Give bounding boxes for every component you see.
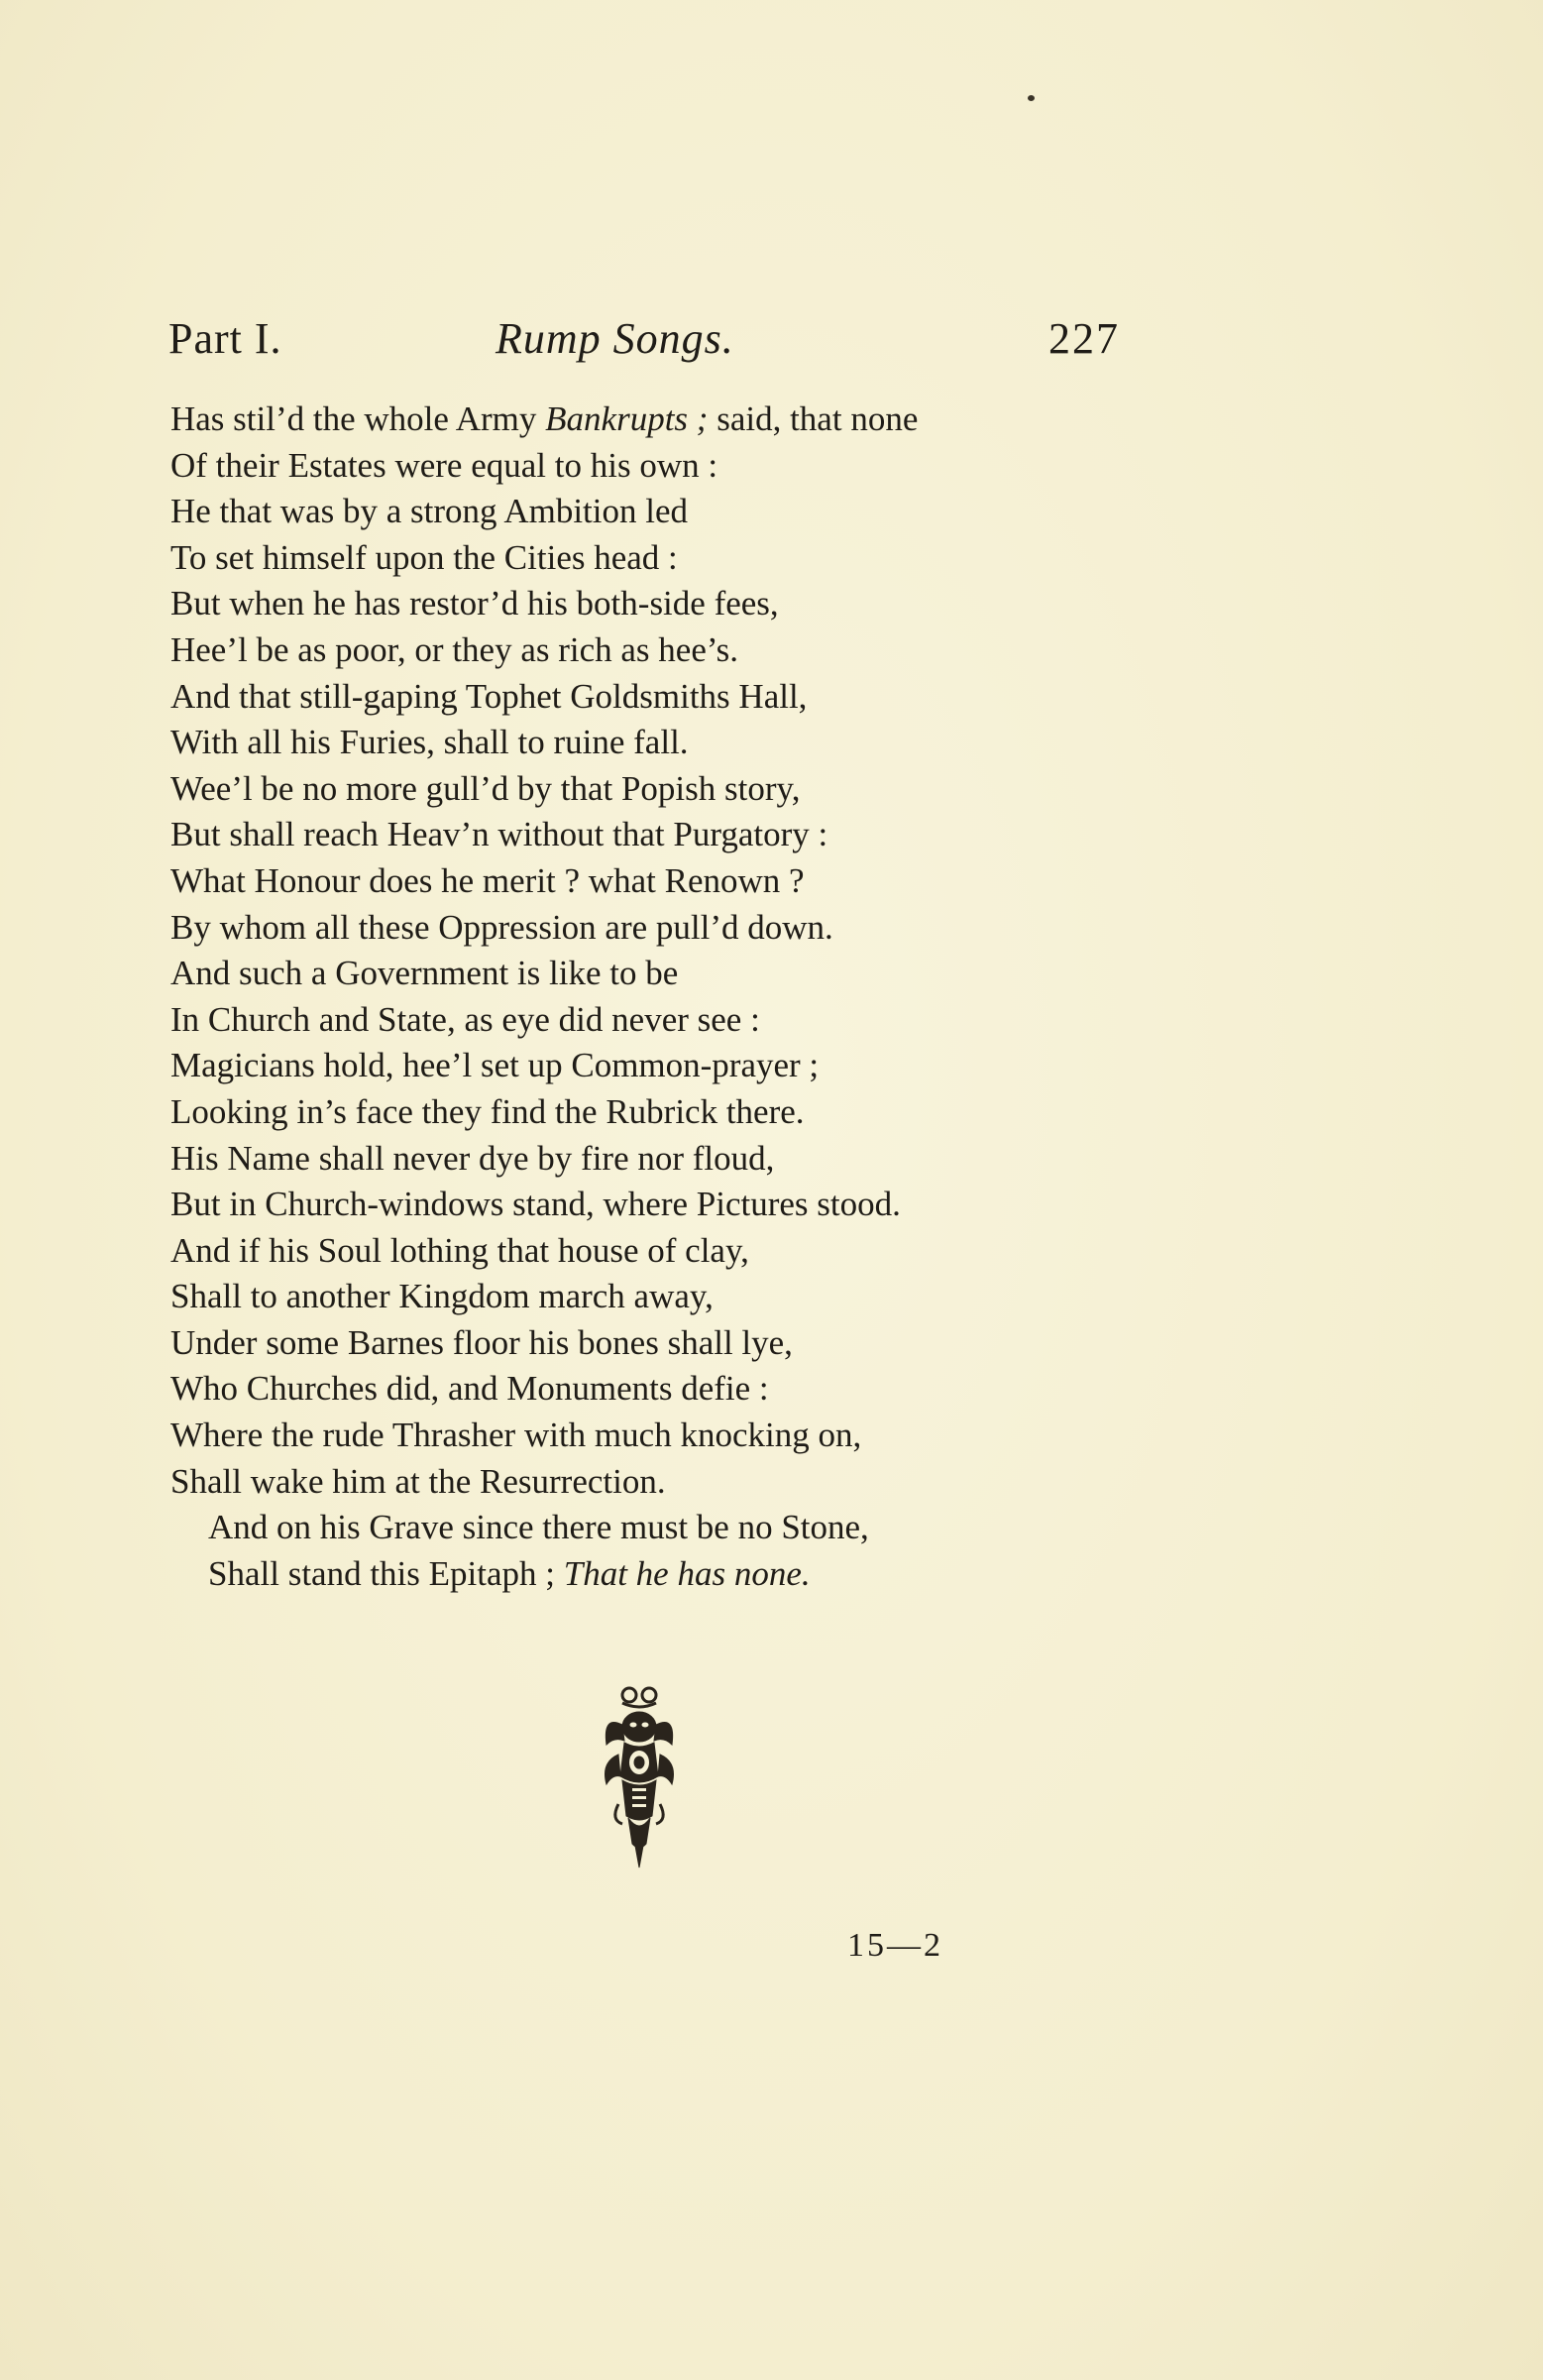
poem-text	[170, 397, 1161, 1597]
poem-line-text: Shall stand this Epitaph ;	[208, 1553, 564, 1593]
poem-line-text: Has stil’d the whole Army	[170, 399, 546, 438]
poem-line: And on his Grave since there must be no Stone,	[208, 1508, 869, 1547]
running-head-title: Rump Songs.	[496, 314, 734, 363]
poem-line: What Honour does he merit ? what Renown ?	[170, 860, 805, 900]
poem-line: Looking in’s face they find the Rubrick there.	[170, 1091, 805, 1131]
poem-line: Hee’l be as poor, or they as rich as hee’s.	[170, 629, 738, 669]
poem-line: And if his Soul lothing that house of clay,	[170, 1230, 749, 1270]
poem-line-italic: Bankrupts ;	[545, 399, 709, 438]
poem-line: Of their Estates were equal to his own :	[170, 445, 718, 485]
running-head-part: Part I.	[168, 314, 282, 363]
poem-line: He that was by a strong Ambition led	[170, 492, 689, 531]
signature-mark: 15—2	[847, 1927, 943, 1964]
poem-line: Wee’l be no more gull’d by that Popish story,	[170, 768, 801, 808]
poem-line: By whom all these Oppression are pull’d down.	[170, 907, 833, 947]
poem-line: Magicians hold, hee’l set up Common-prayer ;	[170, 1046, 820, 1085]
poem-line: To set himself upon the Cities head :	[170, 537, 678, 577]
poem-line: Shall wake him at the Resurrection.	[170, 1461, 666, 1501]
poem-line: Who Churches did, and Monuments defie :	[170, 1369, 769, 1409]
ink-speck	[1028, 95, 1035, 101]
poem-line: Under some Barnes floor his bones shall lye,	[170, 1322, 793, 1362]
poem-line: But in Church-windows stand, where Pictures stood.	[170, 1185, 901, 1224]
poem-line: In Church and State, as eye did never see :	[170, 999, 760, 1039]
poem-line: And such a Government is like to be	[170, 954, 679, 993]
poem-line: But when he has restor’d his both-side fees,	[170, 584, 779, 623]
poem-line: With all his Furies, shall to ruine fall.	[170, 723, 689, 762]
poem-line-text: said, that none	[708, 399, 919, 438]
poem-line-italic: That he has none.	[563, 1553, 811, 1593]
poem-line	[170, 397, 1161, 443]
poem-line: Shall to another Kingdom march away,	[170, 1277, 714, 1316]
running-head	[168, 309, 1120, 369]
poem-line: His Name shall never dye by fire nor floud,	[170, 1138, 775, 1178]
poem-line	[170, 1551, 1161, 1598]
poem-line: But shall reach Heav’n without that Purgatory :	[170, 815, 828, 854]
tailpiece-ornament-icon	[595, 1685, 684, 1873]
poem-line: And that still-gaping Tophet Goldsmiths Hall,	[170, 676, 808, 716]
page-number: 227	[1048, 314, 1120, 363]
poem-line: Where the rude Thrasher with much knocking on,	[170, 1416, 862, 1455]
